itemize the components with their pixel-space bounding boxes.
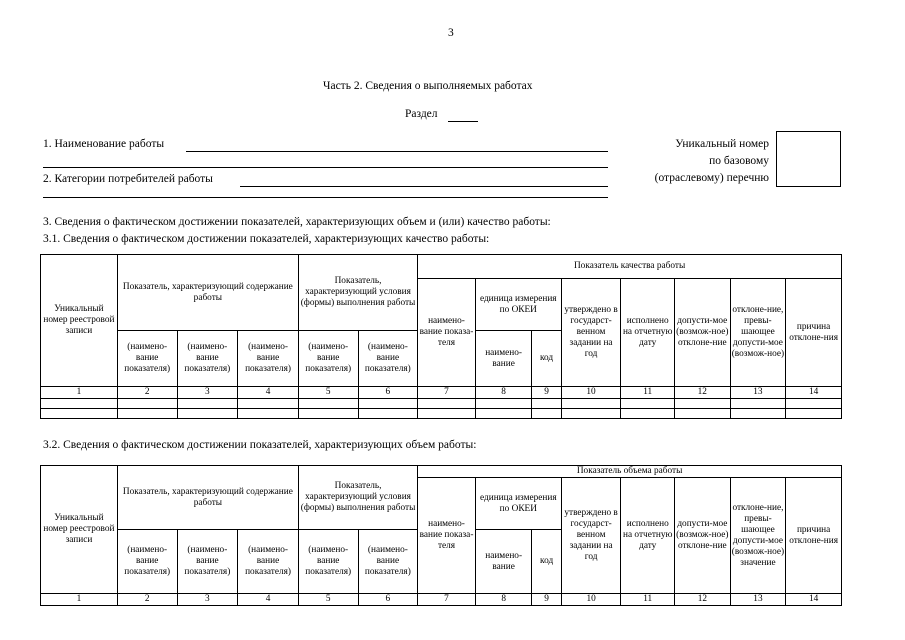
quality-indicator-header: Показатель качества работы bbox=[418, 255, 842, 279]
table-row[interactable] bbox=[41, 399, 842, 409]
col-num: 12 bbox=[674, 387, 730, 399]
col-num: 4 bbox=[238, 594, 299, 606]
col-num: 14 bbox=[786, 594, 842, 606]
consumers-label: 2. Категории потребителей работы bbox=[43, 173, 213, 185]
reason-header: причина отклоне-ния bbox=[786, 478, 842, 594]
heading-3-2: 3.2. Сведения о фактическом достижении показателей, характеризующих объем работы: bbox=[43, 439, 477, 451]
conditions-sub-1: (наимено-вание показателя) bbox=[298, 530, 358, 594]
content-indicator-header: Показатель, характеризующий содержание работы bbox=[117, 255, 298, 331]
indicator-name-header: наимено-вание показа-теля bbox=[418, 478, 476, 594]
conditions-sub-2: (наимено-вание показателя) bbox=[358, 331, 418, 387]
table-row[interactable] bbox=[41, 409, 842, 419]
content-sub-1: (наимено-вание показателя) bbox=[117, 331, 177, 387]
volume-indicator-header: Показатель объема работы bbox=[418, 466, 842, 478]
approved-header: утверждено в государст-венном задании на год bbox=[561, 478, 621, 594]
unique-number-line3: (отраслевому) перечню bbox=[654, 172, 769, 184]
unique-number-line1: Уникальный номер bbox=[675, 138, 769, 150]
col-num: 8 bbox=[475, 594, 532, 606]
col-num: 13 bbox=[730, 594, 786, 606]
col-num: 9 bbox=[532, 594, 561, 606]
section-number-field[interactable] bbox=[448, 121, 478, 122]
consumers-field[interactable] bbox=[240, 186, 608, 187]
unit-name-header: наимено-вание bbox=[475, 530, 532, 594]
col-num: 2 bbox=[117, 594, 177, 606]
unit-okei-header: единица измерения по ОКЕИ bbox=[475, 478, 561, 530]
col-num: 11 bbox=[621, 594, 675, 606]
part-title: Часть 2. Сведения о выполняемых работах bbox=[323, 80, 533, 92]
heading-3-1: 3.1. Сведения о фактическом достижении показателей, характеризующих качество работы: bbox=[43, 233, 490, 245]
executed-header: исполнено на отчетную дату bbox=[621, 279, 675, 387]
unique-record-header: Уникальный номер реестровой записи bbox=[41, 255, 118, 387]
col-num: 9 bbox=[532, 387, 561, 399]
col-num: 2 bbox=[117, 387, 177, 399]
unit-code-header: код bbox=[532, 331, 561, 387]
unique-record-header: Уникальный номер реестровой записи bbox=[41, 466, 118, 594]
page-number: 3 bbox=[448, 27, 454, 39]
content-sub-2: (наимено-вание показателя) bbox=[177, 331, 238, 387]
exceed-deviation-header: отклоне-ние, превы-шающее допусти-мое (возмож-ное) bbox=[730, 279, 786, 387]
col-num: 7 bbox=[418, 387, 476, 399]
column-number-row bbox=[41, 387, 842, 399]
consumers-field-extra[interactable] bbox=[43, 197, 608, 198]
work-name-field-extra[interactable] bbox=[43, 167, 608, 168]
col-num: 8 bbox=[475, 387, 532, 399]
unique-number-box[interactable] bbox=[776, 131, 841, 187]
section-label: Раздел bbox=[405, 108, 438, 120]
col-num: 14 bbox=[786, 387, 842, 399]
quality-table bbox=[40, 254, 842, 419]
col-num: 10 bbox=[561, 594, 621, 606]
content-sub-1: (наимено-вание показателя) bbox=[117, 530, 177, 594]
exceed-deviation-header: отклоне-ние, превы-шающее допусти-мое (возмож-ное) значение bbox=[730, 478, 786, 594]
col-num: 12 bbox=[675, 594, 731, 606]
volume-table bbox=[40, 465, 842, 606]
col-num: 7 bbox=[418, 594, 476, 606]
unique-number-line2: по базовому bbox=[709, 155, 769, 167]
col-num: 13 bbox=[730, 387, 786, 399]
col-num: 6 bbox=[358, 594, 418, 606]
indicator-name-header: наимено-вание показа-теля bbox=[418, 279, 476, 387]
col-num: 3 bbox=[177, 387, 238, 399]
executed-header: исполнено на отчетную дату bbox=[621, 478, 675, 594]
col-num: 11 bbox=[621, 387, 675, 399]
allowed-deviation-header: допусти-мое (возмож-ное) отклоне-ние bbox=[674, 279, 730, 387]
col-num: 10 bbox=[561, 387, 621, 399]
col-num: 3 bbox=[177, 594, 238, 606]
approved-header: утверждено в государст-венном задании на год bbox=[561, 279, 621, 387]
column-number-row bbox=[41, 594, 842, 606]
unit-name-header: наимено-вание bbox=[475, 331, 532, 387]
reason-header: причина отклоне-ния bbox=[786, 279, 842, 387]
col-num: 6 bbox=[358, 387, 418, 399]
col-num: 5 bbox=[298, 594, 358, 606]
heading-3: 3. Сведения о фактическом достижении показателей, характеризующих объем и (или) качество работы: bbox=[43, 216, 551, 228]
col-num: 1 bbox=[41, 387, 118, 399]
content-sub-3: (наимено-вание показателя) bbox=[238, 331, 299, 387]
content-sub-2: (наимено-вание показателя) bbox=[177, 530, 238, 594]
allowed-deviation-header: допусти-мое (возмож-ное) отклоне-ние bbox=[675, 478, 731, 594]
conditions-indicator-header: Показатель, характеризующий условия (формы) выполнения работы bbox=[298, 466, 417, 530]
content-indicator-header: Показатель, характеризующий содержание работы bbox=[117, 466, 298, 530]
unit-code-header: код bbox=[532, 530, 561, 594]
conditions-sub-2: (наимено-вание показателя) bbox=[358, 530, 418, 594]
work-name-label: 1. Наименование работы bbox=[43, 138, 165, 150]
conditions-sub-1: (наимено-вание показателя) bbox=[298, 331, 358, 387]
unit-okei-header: единица измерения по ОКЕИ bbox=[475, 279, 561, 331]
col-num: 4 bbox=[238, 387, 299, 399]
content-sub-3: (наимено-вание показателя) bbox=[238, 530, 299, 594]
conditions-indicator-header: Показатель, характеризующий условия (формы) выполнения работы bbox=[298, 255, 417, 331]
col-num: 1 bbox=[41, 594, 118, 606]
col-num: 5 bbox=[298, 387, 358, 399]
work-name-field[interactable] bbox=[186, 151, 608, 152]
